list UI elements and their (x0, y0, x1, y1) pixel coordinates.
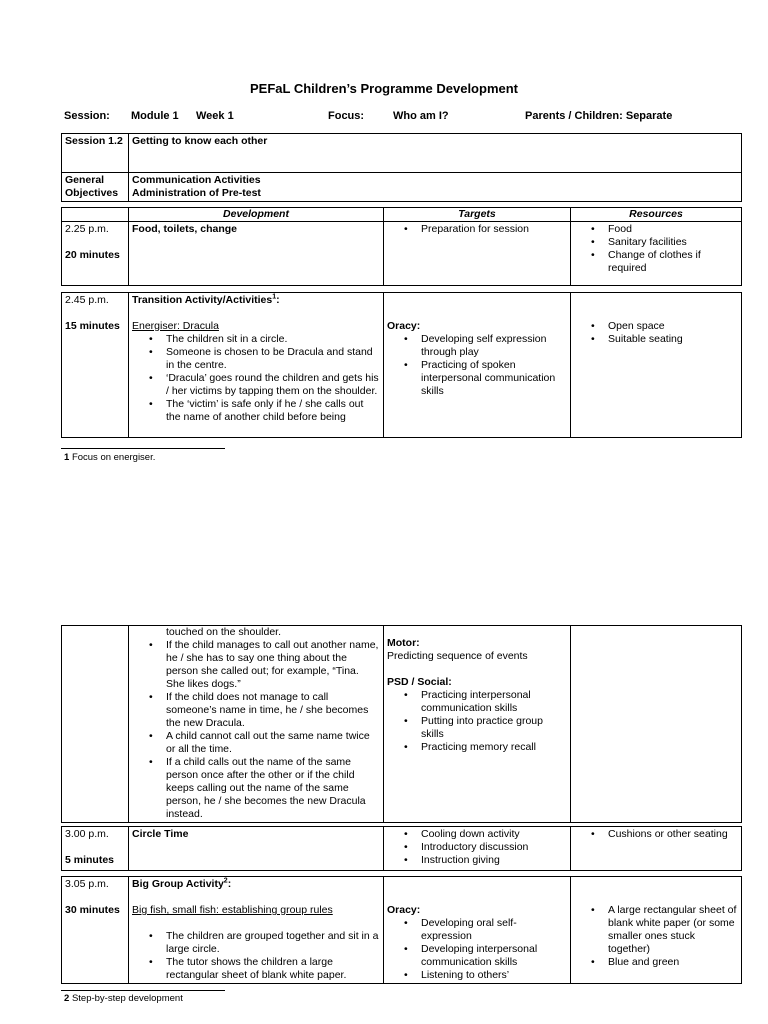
focus-label: Focus: (328, 110, 365, 122)
step-item: • The children are grouped together and sit in a large circle. (166, 930, 380, 956)
resources-cell (571, 293, 742, 438)
plan-table-row5 (61, 876, 742, 984)
target-item: • Practicing interpersonal communication skills (421, 689, 567, 715)
column-header-development: Development (129, 208, 384, 222)
development-title: Transition Activity/Activities$^1$: (132, 293, 280, 306)
plan-table-page2 (61, 625, 742, 823)
step-item: • The tutor shows the children a large rectangular sheet of blank white paper. (166, 956, 380, 982)
step-item: • The children sit in a circle. (166, 333, 380, 346)
week-value: Week 1 (196, 110, 234, 122)
development-cell (129, 293, 384, 438)
oracy-heading: Oracy: (387, 320, 421, 332)
duration-value: 20 minutes (65, 249, 120, 261)
resource-item: • Change of clothes if required (608, 249, 738, 275)
step-item: • Someone is chosen to be Dracula and stand in the centre. (166, 346, 380, 372)
targets-cell (384, 222, 571, 286)
page-title: PEFaL Children’s Programme Development (249, 81, 519, 96)
footnote-ref: 2 (223, 877, 228, 885)
time-cell (62, 222, 129, 286)
step-item: • If the child does not manage to call someone’s name in time, he / she becomes the new Dracula. (166, 691, 380, 730)
targets-cell (384, 877, 571, 984)
time-value: 3.00 p.m. (65, 828, 109, 840)
time-value: 3.05 p.m. (65, 878, 109, 890)
targets-cell (384, 626, 571, 823)
parents-children-value: Parents / Children: Separate (525, 110, 673, 122)
duration-value: 30 minutes (65, 904, 120, 916)
target-item: • Listening to others’ (421, 969, 567, 982)
step-item: • The ‘victim’ is safe only if he / she calls out the name of another child before being (166, 398, 380, 424)
target-item: • Introductory discussion (421, 841, 567, 854)
plan-table-page1 (61, 207, 742, 286)
target-item: • Instruction giving (421, 854, 567, 867)
step-item: • A child cannot call out the same name twice or all the time. (166, 730, 380, 756)
session-name: Getting to know each other (129, 134, 742, 173)
objective-item: Communication Activities (132, 174, 261, 186)
psd-heading: PSD / Social: (387, 676, 452, 688)
target-item: • Preparation for session (421, 223, 567, 236)
time-cell (62, 877, 129, 984)
continuation-text: touched on the shoulder. (166, 626, 282, 638)
resource-item: • Suitable seating (608, 333, 738, 346)
objectives-label: General Objectives (62, 173, 129, 202)
plan-table-row2 (61, 292, 742, 438)
objective-item: Administration of Pre-test (132, 187, 261, 199)
session-number-label: Session 1.2 (62, 134, 129, 173)
target-item: • Developing interpersonal communication skills (421, 943, 567, 969)
development-cell (129, 877, 384, 984)
session-info-table (61, 133, 742, 202)
plan-table-row4 (61, 826, 742, 871)
step-item: • If the child manages to call out another name, he / she has to say one thing about the person she called out; for example, “Tina. She likes dogs.” (166, 639, 380, 691)
development-title: Food, toilets, change (129, 222, 384, 286)
targets-cell (384, 293, 571, 438)
resource-item: • Blue and green (608, 956, 738, 969)
step-item: • ‘Dracula’ goes round the children and gets his / her victims by tapping them on the shoulder. (166, 372, 380, 398)
resource-item: • Open space (608, 320, 738, 333)
footnote-ref: 1 (272, 293, 277, 301)
time-cell (62, 827, 129, 871)
target-item: • Cooling down activity (421, 828, 567, 841)
target-item: • Developing oral self-expression (421, 917, 567, 943)
session-label: Session: (64, 110, 110, 122)
time-cell (62, 293, 129, 438)
step-item: • If a child calls out the name of the same person once after the other or if the child keeps calling out the name of the same person, he / she becomes the new Dracula instead. (166, 756, 380, 821)
motor-heading: Motor: (387, 637, 420, 649)
objectives-values (129, 173, 742, 202)
target-item: • Practicing of spoken interpersonal communication skills (421, 359, 567, 398)
activity-subtitle: Big fish, small fish: establishing group rules (132, 904, 333, 916)
targets-cell (384, 827, 571, 871)
resources-cell (571, 877, 742, 984)
oracy-heading: Oracy: (387, 904, 421, 916)
module-value: Module 1 (131, 110, 179, 122)
footnote-1: 1 Focus on energiser. (64, 452, 156, 463)
development-cell (129, 626, 384, 823)
resource-item: • Food (608, 223, 738, 236)
time-value: 2.45 p.m. (65, 294, 109, 306)
resources-cell (571, 827, 742, 871)
resource-item: • A large rectangular sheet of blank white paper (or some smaller ones stuck together) (608, 904, 738, 956)
time-value: 2.25 p.m. (65, 223, 109, 235)
duration-value: 5 minutes (65, 854, 115, 866)
motor-text: Predicting sequence of events (387, 650, 528, 662)
footnote-separator (61, 448, 225, 449)
column-header-resources: Resources (571, 208, 742, 222)
target-item: • Developing self expression through play (421, 333, 567, 359)
footnote-separator (61, 990, 225, 991)
resource-item: • Sanitary facilities (608, 236, 738, 249)
target-item: • Practicing memory recall (421, 741, 567, 754)
energiser-title: Energiser: Dracula (132, 320, 219, 332)
duration-value: 15 minutes (65, 320, 120, 332)
target-item: • Putting into practice group skills (421, 715, 567, 741)
column-header-targets: Targets (384, 208, 571, 222)
development-title: Circle Time (129, 827, 384, 871)
resources-cell (571, 222, 742, 286)
resource-item: • Cushions or other seating (608, 828, 738, 841)
focus-value: Who am I? (393, 110, 449, 122)
footnote-2: 2 Step-by-step development (64, 993, 183, 1004)
development-title: Big Group Activity$^2$: (132, 877, 232, 890)
